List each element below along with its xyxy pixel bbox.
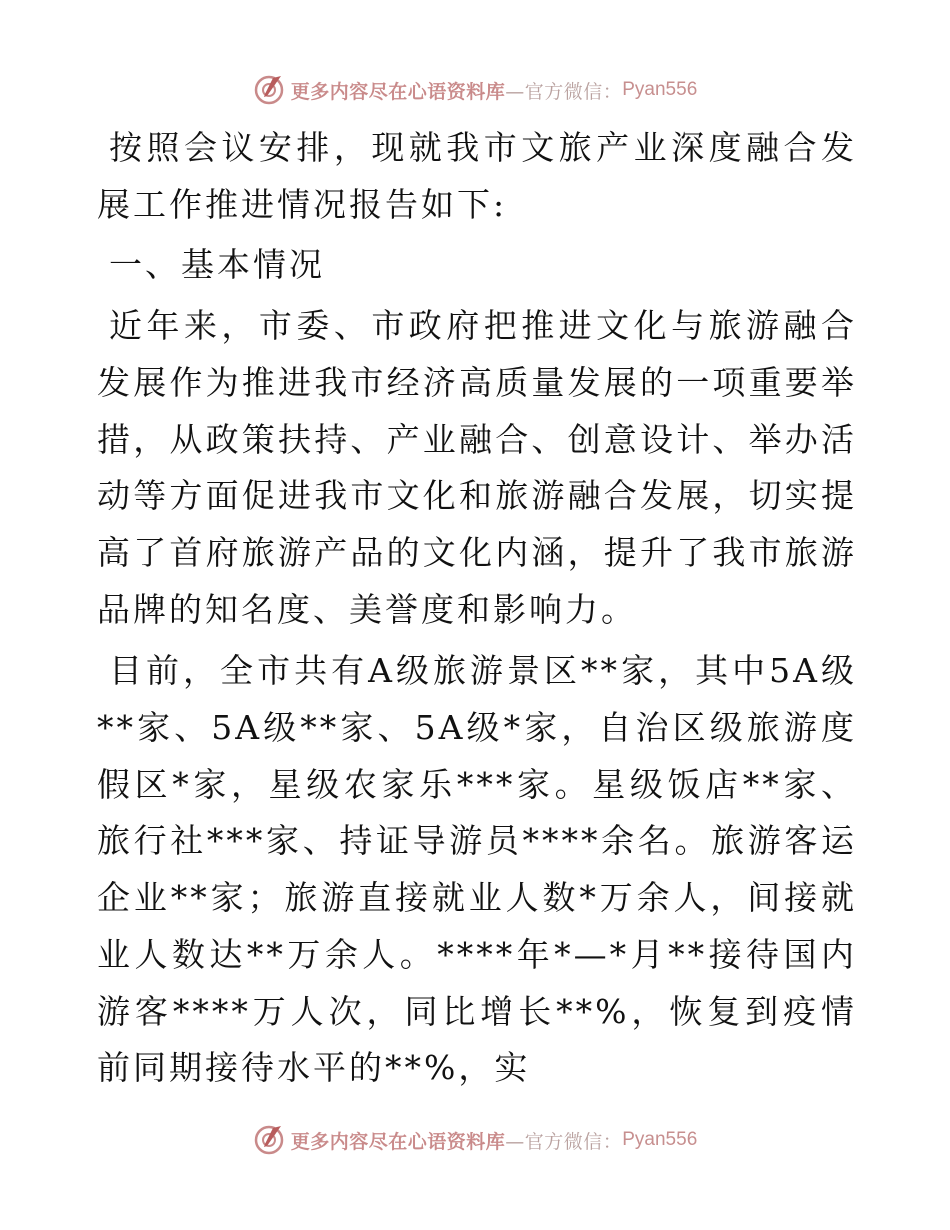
paragraph-overview: 近年来，市委、市政府把推进文化与旅游融合发展作为推进我市经济高质量发展的一项重要举措，从政策扶持、产业融合、创意设计、举办活动等方面促进我市文化和旅游融合发展，切实提高了首府旅游产品的文化内涵，提升了我市旅游品牌的知名度、美誉度和影响力。 xyxy=(97,306,857,629)
watermark-main-text: 更多内容尽在心语资料库 xyxy=(290,80,506,103)
watermark-footer xyxy=(0,1122,950,1158)
watermark-sub-text: —官方微信： xyxy=(505,80,623,103)
watermark-header xyxy=(0,72,950,108)
paragraph-intro: 按照会议安排，现就我市文旅产业深度融合发展工作推进情况报告如下: xyxy=(97,128,857,224)
brush-logo-icon xyxy=(253,74,285,106)
section-heading: 一、基本情况 xyxy=(109,245,325,285)
watermark-sub-text: —官方微信： xyxy=(505,1130,623,1153)
watermark-id-text: Pyan556 xyxy=(622,1129,698,1150)
paragraph-statistics: 目前，全市共有A级旅游景区**家，其中5A级**家、5A级**家、5A级*家，自治区级旅游度假区*家，星级农家乐***家。星级饭店**家、旅行社***家、持证导游员****余名。旅游客运企业**家；旅游直接就业人数*万余人，间接就业人数达**万余人。****年*—*月**接待国内游客****万人次，同比增长**%，恢复到疫情前同期接待水平的**%，实 xyxy=(97,651,857,1088)
watermark-main-text: 更多内容尽在心语资料库 xyxy=(290,1130,506,1153)
watermark-id-text: Pyan556 xyxy=(622,79,698,100)
brush-logo-icon xyxy=(253,1124,285,1156)
document-body xyxy=(97,120,857,1097)
